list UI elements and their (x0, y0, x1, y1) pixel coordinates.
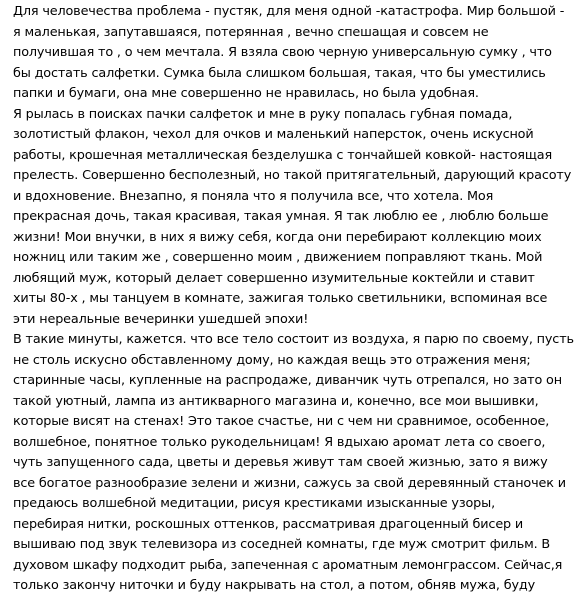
post-line: вышиваю под звук телевизора из соседней комнаты, где муж смотрит фильм. В (13, 537, 551, 552)
post-text (13, 2, 574, 597)
post-line: и вдохновение. Внезапно, я поняла что я получила все, что хотела. Моя (13, 188, 494, 204)
post-line: Я рылась в поисках пачки салфеток и мне в руку попалась губная помада, (13, 106, 513, 122)
post-line: работы, крошечная металлическая безделушка с тончайшей ковкой- настоящая (13, 147, 552, 163)
post-line: такой уютный, лампа из антикварного магазина и, конечно, все мои вышивки, (13, 393, 539, 409)
post-line: прекрасная дочь, такая красивая, такая умная. Я так люблю ее , люблю больше (13, 209, 549, 224)
post-line: ножниц или таким же , совершенно моим , движением поправляют ткань. Мой (13, 250, 543, 265)
post-line: получившая то , о чем мечтала. Я взяла свою черную универсальную сумку , что (13, 45, 552, 60)
post-line: я маленькая, запутавшаяся, потерянная , вечно спешащая и совсем не (13, 24, 489, 40)
post-line: старинные часы, купленные на распродаже, диванчик чуть отрепался, но зато он (13, 373, 562, 388)
post-line: прелесть. Совершенно бесполезный, но такой притягательный, дарующий красоту (13, 168, 572, 183)
post-line: эти нереальные вечеринки ушедшей эпохи! (13, 311, 309, 327)
post-line: духовом шкафу подходит рыба, запеченная с ароматным лемонграссом. Сейчас,я (13, 557, 563, 573)
post-line: чуть запущенного сада, цветы и деревья живут там своей жизнью, зато я вижу (13, 455, 548, 470)
post-line: любящий муж, который делает совершенно изумительные коктейли и ставит (13, 270, 535, 286)
post-line: волшебное, понятное только рукодельницам! Я вдыхаю аромат лета со своего, (13, 434, 546, 450)
post-line: все богатое разнообразие зелени и жизни, сажусь за свой деревянный станочек и (13, 475, 566, 491)
post-line: перебирая нитки, роскошных оттенков, рассматривая драгоценный бисер и (13, 516, 524, 532)
post-line: бы достать салфетки. Сумка была слишком большая, такая, что бы уместились (13, 65, 546, 81)
post-line: хиты 80-х , мы танцуем в комнате, зажигая только светильники, вспоминая все (13, 291, 548, 306)
post-line: золотистый флакон, чехол для очков и маленький наперсток, очень искусной (13, 127, 534, 142)
post-line: жизни! Мои внучки, в них я вижу себя, когда они перебирают коллекцию моих (13, 229, 542, 245)
post-line: Для человечества проблема - пустяк, для меня одной -катастрофа. Мир большой - (13, 4, 565, 19)
post-line: В такие минуты, кажется. что все тело состоит из воздуха, я парю по своему, пусть (13, 332, 574, 347)
post-line: которые висят на стенах! Это такое счастье, ни с чем ни сравнимое, особенное, (13, 414, 550, 429)
post-line: предаюсь волшебной медитации, рисуя крестиками изысканные узоры, (13, 496, 496, 511)
post-line: только закончу ниточки и буду накрывать на стол, а потом, обняв мужа, буду (13, 578, 536, 593)
post-line: не столь искусно обставленному дому, но каждая вещь это отражения меня; (13, 352, 531, 368)
post-line: папки и бумаги, она мне совершенно не нравилась, но была удобная. (13, 86, 479, 101)
